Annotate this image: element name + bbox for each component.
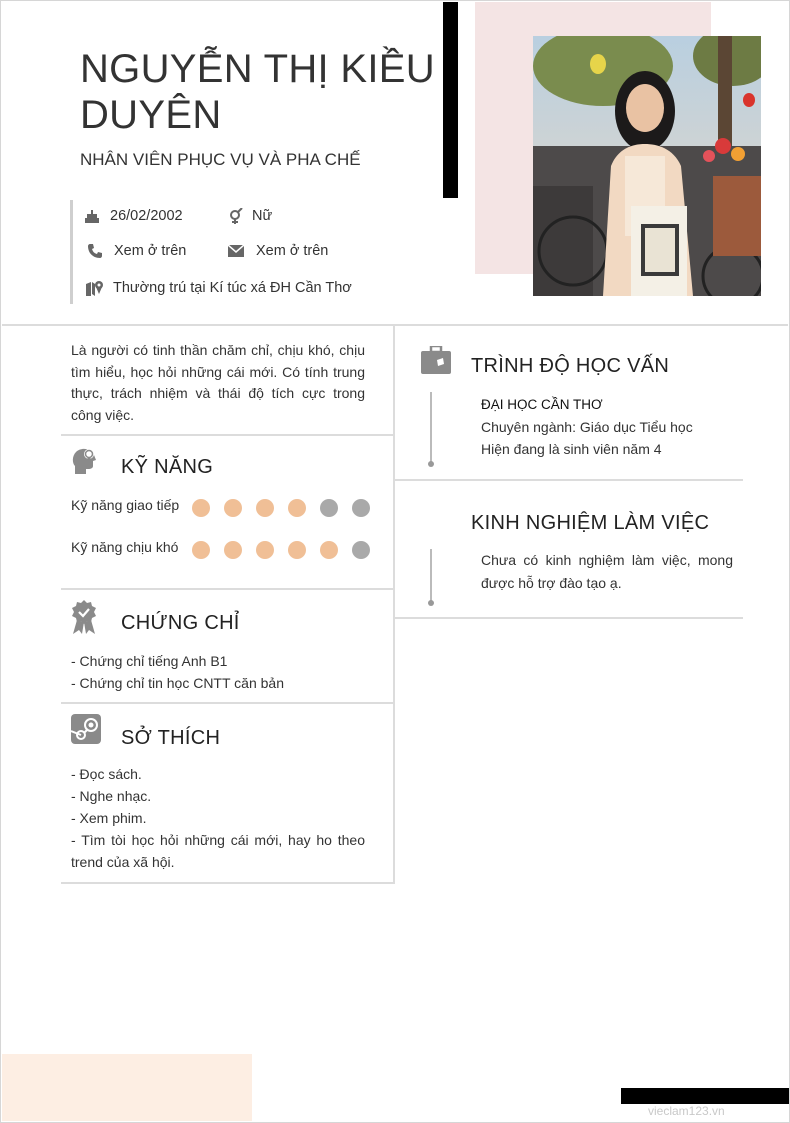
head-lightbulb-icon xyxy=(71,446,101,476)
gender-icon xyxy=(228,208,244,224)
map-pin-icon xyxy=(86,280,103,296)
list-item: - Xem phim. xyxy=(71,810,147,826)
certificates-title: CHỨNG CHỈ xyxy=(121,612,240,634)
school-name: ĐẠI HỌC CẦN THƠ xyxy=(481,397,603,412)
contact-email: Xem ở trên xyxy=(228,243,328,259)
list-item: - Tìm tòi học hỏi những cái mới, hay ho theo trend của xã hội. xyxy=(71,832,365,870)
decorative-black-bar xyxy=(443,2,458,198)
education-timeline xyxy=(430,392,432,464)
hobbies-title: SỞ THÍCH xyxy=(121,727,221,749)
education-details xyxy=(481,394,693,460)
skill-rating-endurance xyxy=(192,541,384,559)
steam-icon xyxy=(71,714,101,744)
rating-dot-filled xyxy=(288,499,306,517)
rating-dot-filled xyxy=(224,499,242,517)
contact-birthday: 26/02/2002 xyxy=(84,208,183,224)
certificates-list xyxy=(71,650,284,694)
experience-section xyxy=(395,481,743,619)
education-title: TRÌNH ĐỘ HỌC VẤN xyxy=(471,355,670,377)
contact-address: Thường trú tại Kí túc xá ĐH Cần Thơ xyxy=(86,280,352,296)
rating-dot-filled xyxy=(256,499,274,517)
candidate-name: NGUYỄN THỊ KIỀU DUYÊN xyxy=(80,47,435,137)
briefcase-icon xyxy=(421,346,451,374)
skill-rating-communication xyxy=(192,499,384,517)
rating-dot-filled xyxy=(192,499,210,517)
rating-dot-filled xyxy=(192,541,210,559)
experience-text: Chưa có kinh nghiệm làm việc, mong được hỗ trợ đào tạo ạ. xyxy=(481,552,733,591)
contact-info xyxy=(70,200,430,304)
contact-gender: Nữ xyxy=(228,208,272,224)
hobbies-list xyxy=(71,763,365,873)
skill-label: Kỹ năng chịu khó xyxy=(71,539,179,555)
about-text: Là người có tinh thần chăm chỉ, chịu khó, chịu tìm hiểu, học hỏi những cái mới. Có tính trung thực, trách nhiệm và thái độ tích cực trong công việc. xyxy=(71,342,365,423)
rating-dot-filled xyxy=(224,541,242,559)
skill-label: Kỹ năng giao tiếp xyxy=(71,497,180,513)
watermark: vieclam123.vn xyxy=(648,1104,725,1118)
decorative-black-bar-bottom xyxy=(621,1088,789,1104)
experience-title: KINH NGHIỆM LÀM VIỆC xyxy=(471,512,710,534)
rating-dot-empty xyxy=(352,499,370,517)
skills-title: KỸ NĂNG xyxy=(121,456,214,478)
about-section xyxy=(61,326,395,436)
phone-icon xyxy=(87,243,103,259)
hobbies-section xyxy=(61,704,395,884)
skills-section xyxy=(61,436,395,590)
rating-dot-empty xyxy=(320,499,338,517)
rating-dot-filled xyxy=(320,541,338,559)
rating-dot-filled xyxy=(256,541,274,559)
job-title: NHÂN VIÊN PHỤC VỤ VÀ PHA CHẾ xyxy=(80,150,361,169)
rating-dot-empty xyxy=(352,541,370,559)
education-section xyxy=(395,326,743,481)
list-item: - Đọc sách. xyxy=(71,766,142,782)
list-item: - Chứng chỉ tin học CNTT căn bản xyxy=(71,675,284,691)
experience-timeline xyxy=(430,549,432,603)
envelope-icon xyxy=(228,245,244,257)
profile-photo xyxy=(533,36,761,296)
rating-dot-filled xyxy=(288,541,306,559)
contact-phone: Xem ở trên xyxy=(87,243,186,259)
list-item: - Nghe nhạc. xyxy=(71,788,152,804)
education-status: Hiện đang là sinh viên năm 4 xyxy=(481,441,662,457)
list-item: - Chứng chỉ tiếng Anh B1 xyxy=(71,653,228,669)
certificates-section xyxy=(61,590,395,704)
badge-check-icon xyxy=(71,600,97,634)
cake-icon xyxy=(84,208,100,224)
education-major: Chuyên ngành: Giáo dục Tiểu học xyxy=(481,419,693,435)
decorative-peach-block xyxy=(2,1054,252,1121)
